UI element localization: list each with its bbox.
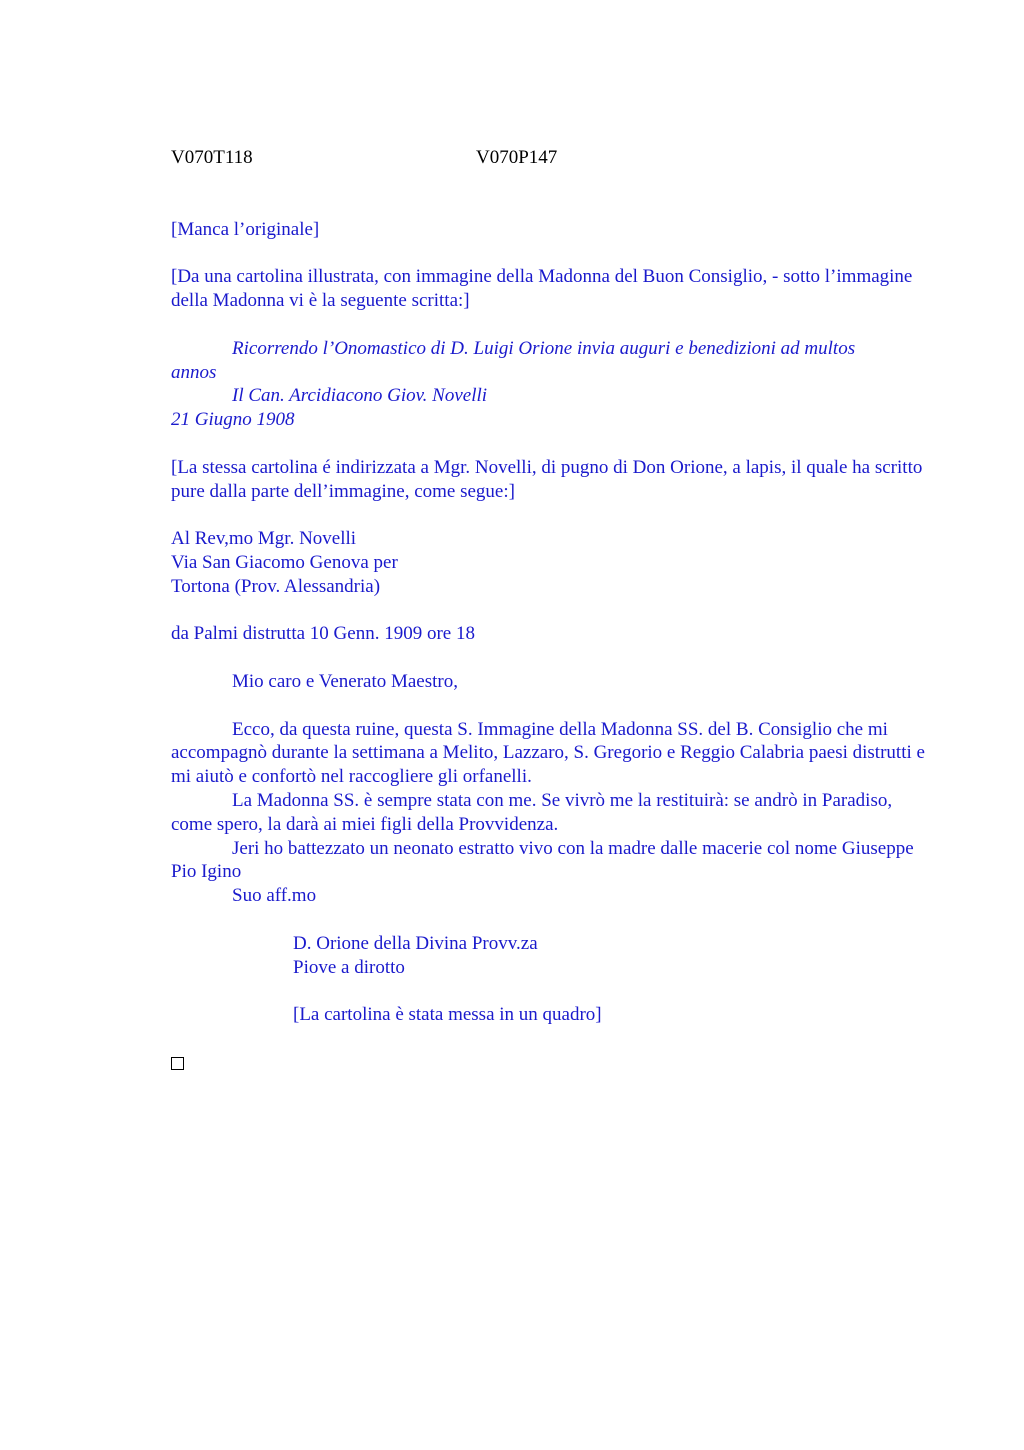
inscription-date: 21 Giugno 1908	[171, 409, 295, 431]
end-marker-square-icon	[171, 1057, 184, 1070]
letter-paragraph-2: La Madonna SS. è sempre stata con me. Se vivrò me la restituirà: se andrò in Paradiso, come spero, la darà ai miei figli della Provvidenza.	[171, 789, 893, 835]
address-line2: Via San Giacomo Genova per	[171, 551, 398, 573]
document-identifiers	[171, 146, 931, 170]
letter-signature: D. Orione della Divina Provv.za	[293, 932, 538, 954]
letter-paragraph-3: Jeri ho battezzato un neonato estratto vivo con la madre dalle macerie col nome Giuseppe Pio Igino	[171, 837, 914, 883]
letter-closing: Suo aff.mo	[232, 885, 317, 907]
letter-postscript: Piove a dirotto	[293, 956, 405, 978]
letter-paragraph-1: Ecco, da questa ruine, questa S. Immagine della Madonna SS. del B. Consiglio che mi accompagnò durante la settimana a Melito, Lazzaro, S. Gregorio e Reggio Calabria paesi distrutti e mi aiutò e confortò nel raccogliere gli orfanelli.	[171, 718, 925, 788]
address-block	[171, 527, 931, 598]
inscription-text-line1: Ricorrendo l’Onomastico di D. Luigi Orione invia auguri e benedizioni ad multos	[232, 337, 856, 359]
address-line1: Al Rev,mo Mgr. Novelli	[171, 528, 357, 550]
inscription-signature: Il Can. Arcidiacono Giov. Novelli	[232, 385, 488, 407]
final-note: [La cartolina è stata messa in un quadro]	[293, 1004, 602, 1026]
postcard-intro-note: [Da una cartolina illustrata, con immagine della Madonna del Buon Consiglio, - sotto l’immagine della Madonna vi è la seguente scritta:]	[171, 266, 913, 312]
address-note: [La stessa cartolina é indirizzata a Mgr. Novelli, di pugno di Don Orione, a lapis, il quale ha scritto pure dalla parte dell’immagine, come segue:]	[171, 456, 923, 502]
inscription-text-line2: annos	[171, 361, 217, 383]
document-id-left: V070T118	[171, 147, 253, 168]
letter-dateline: da Palmi distrutta 10 Genn. 1909 ore 18	[171, 623, 475, 645]
postcard-inscription	[171, 337, 931, 432]
document-page	[171, 146, 931, 1076]
letter-salutation: Mio caro e Venerato Maestro,	[232, 670, 458, 692]
document-id-right: V070P147	[476, 147, 558, 168]
address-line3: Tortona (Prov. Alessandria)	[171, 575, 381, 597]
missing-original-note: [Manca l’originale]	[171, 218, 320, 240]
